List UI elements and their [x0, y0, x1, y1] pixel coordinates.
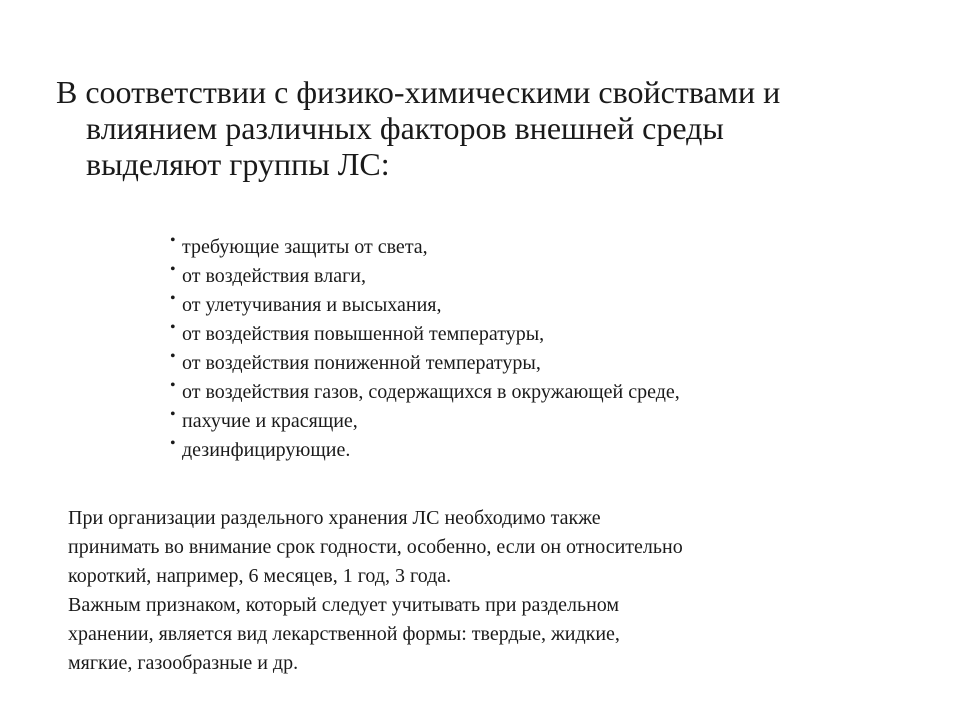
- bullet-icon: •: [170, 290, 176, 307]
- heading-line: влиянием различных факторов внешней среды: [86, 110, 724, 146]
- list-item-text: от воздействия повышенной температуры,: [182, 323, 545, 345]
- bullet-icon: •: [170, 319, 176, 336]
- note-line: При организации раздельного хранения ЛС необходимо также: [68, 507, 601, 529]
- list-item: [170, 436, 910, 465]
- list-item: [170, 320, 910, 349]
- note-line: принимать во внимание срок годности, особенно, если он относительно: [68, 536, 683, 558]
- bullet-icon: •: [170, 377, 176, 394]
- note-line: Важным признаком, который следует учитывать при раздельном: [68, 594, 620, 616]
- list-item-text: пахучие и красящие,: [182, 410, 358, 432]
- heading-line: выделяют группы ЛС:: [86, 146, 390, 182]
- slide-heading: [56, 74, 876, 182]
- list-item-text: от улетучивания и высыхания,: [182, 294, 442, 316]
- list-item: [170, 262, 910, 291]
- list-item-text: дезинфицирующие.: [182, 439, 351, 461]
- list-item-text: от воздействия влаги,: [182, 265, 366, 287]
- list-item-text: требующие защиты от света,: [182, 236, 428, 258]
- list-item: [170, 378, 910, 407]
- list-item: [170, 349, 910, 378]
- list-item-text: от воздействия газов, содержащихся в окружающей среде,: [182, 381, 680, 403]
- bullet-icon: •: [170, 406, 176, 423]
- heading-line: В соответствии с физико-химическими свойствами и: [56, 74, 781, 110]
- list-item: [170, 407, 910, 436]
- storage-note-paragraph: [68, 504, 868, 678]
- note-line: мягкие, газообразные и др.: [68, 652, 299, 674]
- storage-groups-list: [170, 233, 910, 465]
- note-line: хранении, является вид лекарственной формы: твердые, жидкие,: [68, 623, 620, 645]
- bullet-icon: •: [170, 435, 176, 452]
- list-item: [170, 291, 910, 320]
- bullet-icon: •: [170, 232, 176, 249]
- note-line: короткий, например, 6 месяцев, 1 год, 3 года.: [68, 565, 452, 587]
- list-item: [170, 233, 910, 262]
- bullet-icon: •: [170, 261, 176, 278]
- list-item-text: от воздействия пониженной температуры,: [182, 352, 541, 374]
- bullet-icon: •: [170, 348, 176, 365]
